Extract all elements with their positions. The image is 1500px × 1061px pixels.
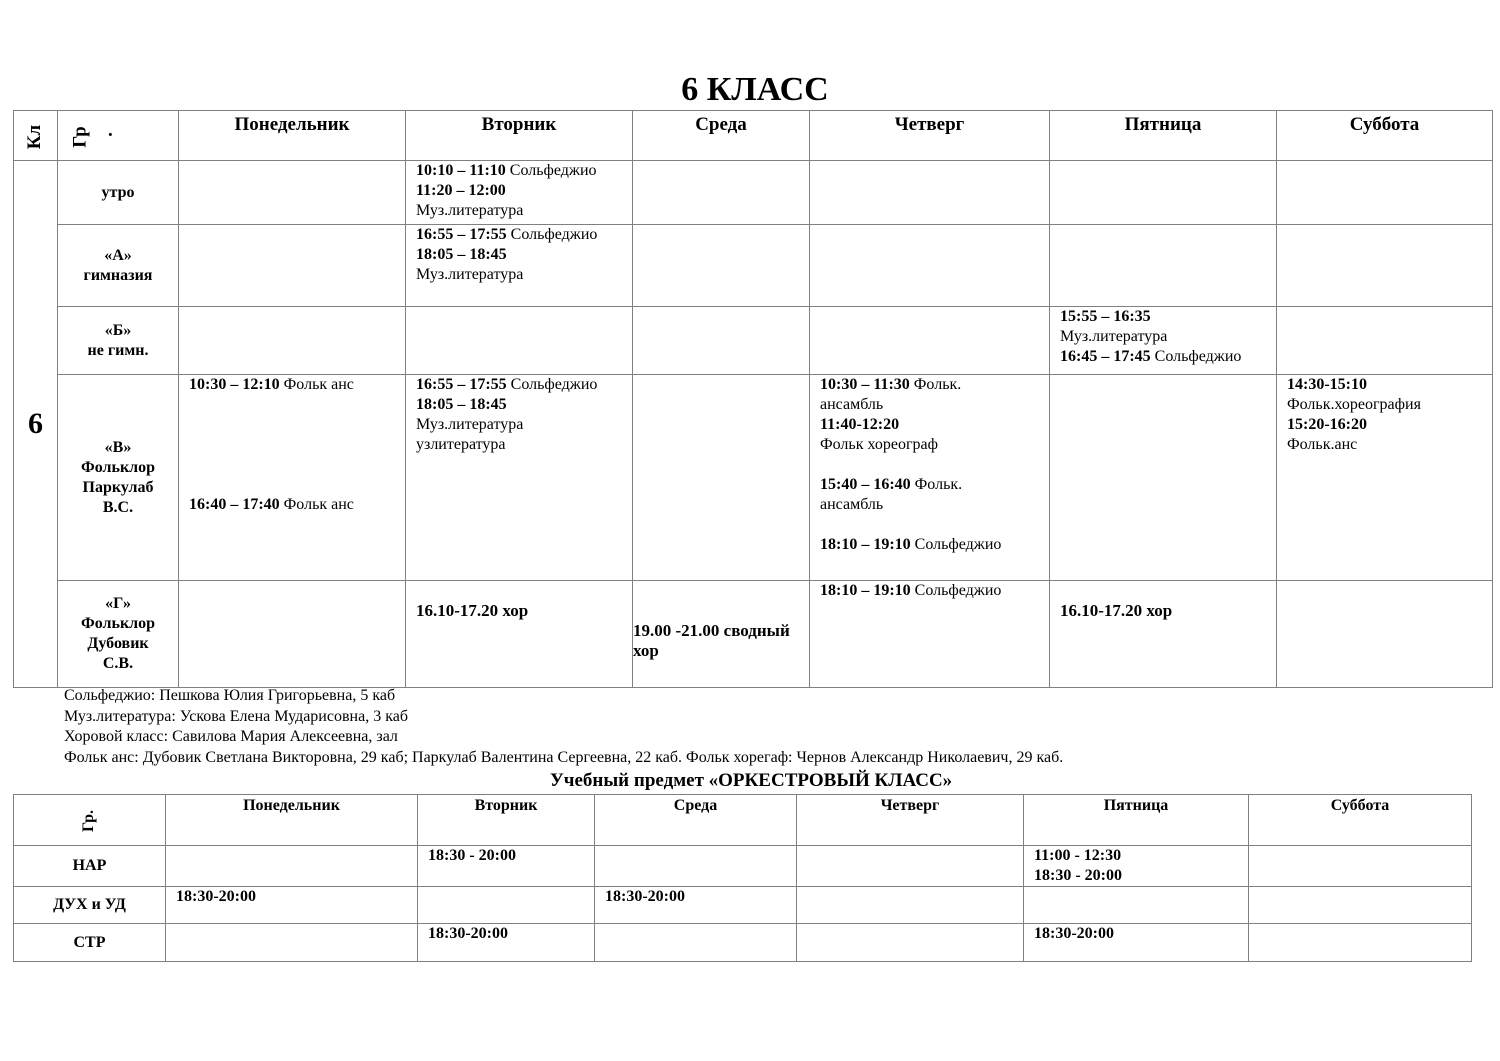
- header-kl-label: Кл: [24, 124, 46, 149]
- orchestra-cell: [797, 887, 1024, 924]
- lesson-line: [820, 395, 1049, 415]
- lesson-subject: Сольфеджио: [506, 226, 598, 243]
- group-label-line: гимназия: [83, 266, 153, 284]
- schedule-cell: [633, 581, 810, 688]
- schedule-row: [14, 581, 1493, 688]
- orchestra-header-gr-label: Гр.: [80, 809, 98, 832]
- lesson-line: [820, 435, 1049, 455]
- lesson-subject: Фольк.хореография: [1287, 396, 1421, 413]
- schedule-cell: [810, 307, 1050, 375]
- lesson-line: [1060, 307, 1276, 327]
- orchestra-header-day: Пятница: [1024, 795, 1249, 846]
- note-line: Муз.литература: Ускова Елена Мударисовна, 3 каб: [64, 707, 408, 725]
- lesson-subject: Муз.литература: [416, 416, 524, 433]
- group-label-line: «В»: [104, 438, 132, 456]
- lesson-subject: Муз.литература: [1060, 328, 1168, 345]
- schedule-cell: [179, 161, 406, 225]
- schedule-cell: [633, 307, 810, 375]
- lesson-time: 16:45 – 17:45: [1060, 348, 1151, 365]
- lesson-line: [416, 181, 632, 201]
- orchestra-cell: 18:30 - 20:00: [418, 846, 595, 887]
- lesson-time: 11:40-12:20: [820, 416, 900, 433]
- header-kl: [14, 111, 58, 161]
- orchestra-header-day: Понедельник: [166, 795, 418, 846]
- orchestra-cell: 18:30-20:00: [1024, 924, 1249, 962]
- group-label: [58, 225, 179, 307]
- schedule-cell: [1277, 307, 1493, 375]
- schedule-cell: [179, 225, 406, 307]
- lesson-time: 18:05 – 18:45: [416, 246, 507, 263]
- schedule-cell: [179, 307, 406, 375]
- schedule-cell: [1050, 307, 1277, 375]
- lesson-line: [416, 245, 632, 265]
- schedule-cell: [179, 375, 406, 581]
- lesson-time: 18:05 – 18:45: [416, 396, 507, 413]
- lesson-time: 18:10 – 19:10: [820, 536, 911, 553]
- group-label: [58, 161, 179, 225]
- orchestra-cell: [418, 887, 595, 924]
- group-label-line: «Б»: [104, 321, 132, 339]
- lesson-subject: Фольк анс: [279, 376, 354, 393]
- orchestra-row: [14, 924, 1472, 962]
- lesson-time: 16:55 – 17:55: [416, 376, 507, 393]
- lesson-subject: Фольк хореограф: [820, 436, 939, 453]
- header-day: Понедельник: [179, 111, 406, 161]
- schedule-cell: [1050, 225, 1277, 307]
- lesson-line: [416, 395, 632, 415]
- orchestra-cell: [1024, 887, 1249, 924]
- lesson-line: [820, 495, 1049, 515]
- group-label-line: Фольклор: [80, 458, 156, 476]
- group-label-line: В.С.: [102, 498, 134, 516]
- orchestra-table: [13, 794, 1472, 962]
- lesson-line: [1060, 327, 1276, 347]
- group-label-line: утро: [101, 183, 135, 201]
- note-line: Фольк анс: Дубовик Светлана Викторовна, 29 каб; Паркулаб Валентина Сергеевна, 22 каб. Фольк хорегаф: Чернов Александр Николаевич, 29 каб.: [64, 748, 1064, 766]
- lesson-time: 10:10 – 11:10: [416, 162, 506, 179]
- lesson-line: [416, 225, 632, 245]
- lesson-time: 15:55 – 16:35: [1060, 308, 1151, 325]
- schedule-cell: [1277, 161, 1493, 225]
- lesson-time: 15:20-16:20: [1287, 416, 1367, 433]
- group-label-line: Дубовик: [87, 635, 149, 652]
- page-title: 6 КЛАСС: [681, 71, 829, 108]
- lesson-line: 16.10-17.20 хор: [416, 601, 529, 620]
- schedule-cell: [1050, 161, 1277, 225]
- orchestra-cell: [797, 846, 1024, 887]
- group-label-line: не гимн.: [87, 341, 149, 359]
- orchestra-header-row: [14, 795, 1472, 846]
- lesson-time: 11:20 – 12:00: [416, 182, 506, 199]
- schedule-cell: [810, 225, 1050, 307]
- lesson-line: [416, 201, 632, 221]
- schedule-cell: [179, 581, 406, 688]
- orchestra-cell: [166, 846, 418, 887]
- group-label-line: «Г»: [105, 595, 131, 612]
- lesson-subject: Сольфеджио: [1150, 348, 1242, 365]
- lesson-line: [189, 375, 405, 395]
- schedule-cell: [810, 375, 1050, 581]
- orchestra-header-gr: [14, 795, 166, 846]
- schedule-cell: [633, 161, 810, 225]
- lesson-line: [416, 161, 632, 181]
- schedule-cell: [1277, 581, 1493, 688]
- schedule-row: [14, 225, 1493, 307]
- header-gr-label: Гр: [69, 126, 91, 148]
- lesson-line: [189, 435, 405, 455]
- teacher-notes: [64, 686, 1063, 768]
- orchestra-cell: [595, 846, 797, 887]
- header-day: Четверг: [810, 111, 1050, 161]
- header-day: Среда: [633, 111, 810, 161]
- orchestra-cell: [1249, 887, 1472, 924]
- schedule-cell: [1277, 375, 1493, 581]
- schedule-cell: [633, 375, 810, 581]
- schedule-cell: [1050, 375, 1277, 581]
- schedule-row: [14, 307, 1493, 375]
- lesson-line: [189, 475, 405, 495]
- lesson-time: 10:30 – 11:30: [820, 376, 910, 393]
- schedule-row: [14, 375, 1493, 581]
- schedule-cell: [1050, 581, 1277, 688]
- lesson-line: [820, 375, 1049, 395]
- schedule-cell: [406, 375, 633, 581]
- lesson-line: [820, 581, 1049, 601]
- schedule-cell: [810, 161, 1050, 225]
- orchestra-header-day: Четверг: [797, 795, 1024, 846]
- lesson-subject: Фольк.: [909, 376, 962, 393]
- schedule-cell: [406, 581, 633, 688]
- orchestra-cell: 18:30-20:00: [595, 887, 797, 924]
- lesson-subject: ансамбль: [820, 496, 884, 513]
- note-line: Сольфеджио: Пешкова Юлия Григорьевна, 5 каб: [64, 687, 396, 704]
- lesson-subject: ансамбль: [820, 396, 884, 413]
- header-gr-dot: .: [108, 120, 113, 141]
- lesson-subject: Фольк.: [910, 476, 963, 493]
- lesson-subject: Сольфеджио: [506, 376, 598, 393]
- lesson-line: [1060, 347, 1276, 367]
- orchestra-row: [14, 846, 1472, 887]
- note-line: Хоровой класс: Савилова Мария Алексеевна, зал: [64, 728, 398, 745]
- orchestra-cell: [166, 924, 418, 962]
- lesson-line: [820, 455, 1049, 475]
- schedule-cell: [633, 225, 810, 307]
- lesson-line: [189, 455, 405, 475]
- orchestra-title: Учебный предмет «ОРКЕСТРОВЫЙ КЛАСС»: [549, 770, 953, 791]
- group-label-line: Фольклор: [80, 615, 156, 632]
- lesson-subject: Сольфеджио: [910, 536, 1002, 553]
- lesson-time: 16:55 – 17:55: [416, 226, 507, 243]
- schedule-table: [13, 110, 1493, 688]
- orchestra-cell: 18:30-20:00: [166, 887, 418, 924]
- lesson-subject: Сольфеджио: [910, 582, 1002, 599]
- orchestra-header-day: Среда: [595, 795, 797, 846]
- orchestra-group: НАР: [14, 846, 166, 887]
- lesson-subject: узлитература: [416, 436, 506, 453]
- orchestra-header-day: Вторник: [418, 795, 595, 846]
- lesson-line: [189, 395, 405, 415]
- lesson-time: 16:40 – 17:40: [189, 496, 280, 513]
- lesson-time: 10:30 – 12:10: [189, 376, 280, 393]
- class-number: 6: [14, 161, 58, 688]
- lesson-line: [820, 415, 1049, 435]
- schedule-row: [14, 161, 1493, 225]
- lesson-line: [1287, 435, 1492, 455]
- lesson-line: [416, 265, 632, 285]
- lesson-line: [1287, 375, 1492, 395]
- lesson-subject: Фольк.анс: [1287, 436, 1358, 453]
- header-day: Пятница: [1050, 111, 1277, 161]
- group-label: [58, 375, 179, 581]
- orchestra-row: [14, 887, 1472, 924]
- schedule-cell: [406, 307, 633, 375]
- lesson-line: [1287, 395, 1492, 415]
- lesson-line: [416, 435, 632, 455]
- orchestra-group: ДУХ и УД: [14, 887, 166, 924]
- lesson-line: 16.10-17.20 хор: [1060, 601, 1173, 620]
- lesson-line: [416, 375, 632, 395]
- lesson-time: 18:10 – 19:10: [820, 582, 911, 599]
- orchestra-group: СТР: [14, 924, 166, 962]
- lesson-line: [416, 415, 632, 435]
- group-label: [58, 307, 179, 375]
- lesson-line: [1287, 415, 1492, 435]
- lesson-time: 15:40 – 16:40: [820, 476, 911, 493]
- group-label: [58, 581, 179, 688]
- header-day: Вторник: [406, 111, 633, 161]
- group-label-line: Паркулаб: [82, 478, 154, 496]
- lesson-line: [189, 495, 405, 515]
- orchestra-cell: [1249, 924, 1472, 962]
- schedule-cell: [1277, 225, 1493, 307]
- lesson-line: 19.00 -21.00 сводный хор: [633, 621, 790, 660]
- orchestra-cell: [595, 924, 797, 962]
- lesson-subject: Муз.литература: [416, 202, 524, 219]
- orchestra-cell: [1249, 846, 1472, 887]
- orchestra-header-day: Суббота: [1249, 795, 1472, 846]
- orchestra-cell: 18:30-20:00: [418, 924, 595, 962]
- orchestra-cell: 11:00 - 12:30 18:30 - 20:00: [1024, 846, 1249, 887]
- orchestra-cell: [797, 924, 1024, 962]
- lesson-line: [820, 515, 1049, 535]
- lesson-line: [189, 415, 405, 435]
- lesson-line: [820, 535, 1049, 555]
- lesson-subject: Сольфеджио: [505, 162, 597, 179]
- group-label-line: «А»: [104, 246, 132, 264]
- schedule-cell: [406, 225, 633, 307]
- header-gr: [58, 111, 179, 161]
- group-label-line: С.В.: [102, 655, 134, 672]
- lesson-subject: Фольк анс: [279, 496, 354, 513]
- lesson-time: 14:30-15:10: [1287, 376, 1367, 393]
- schedule-cell: [406, 161, 633, 225]
- header-day: Суббота: [1277, 111, 1493, 161]
- lesson-line: [820, 475, 1049, 495]
- lesson-subject: Муз.литература: [416, 266, 524, 283]
- schedule-cell: [810, 581, 1050, 688]
- schedule-header-row: [14, 111, 1493, 161]
